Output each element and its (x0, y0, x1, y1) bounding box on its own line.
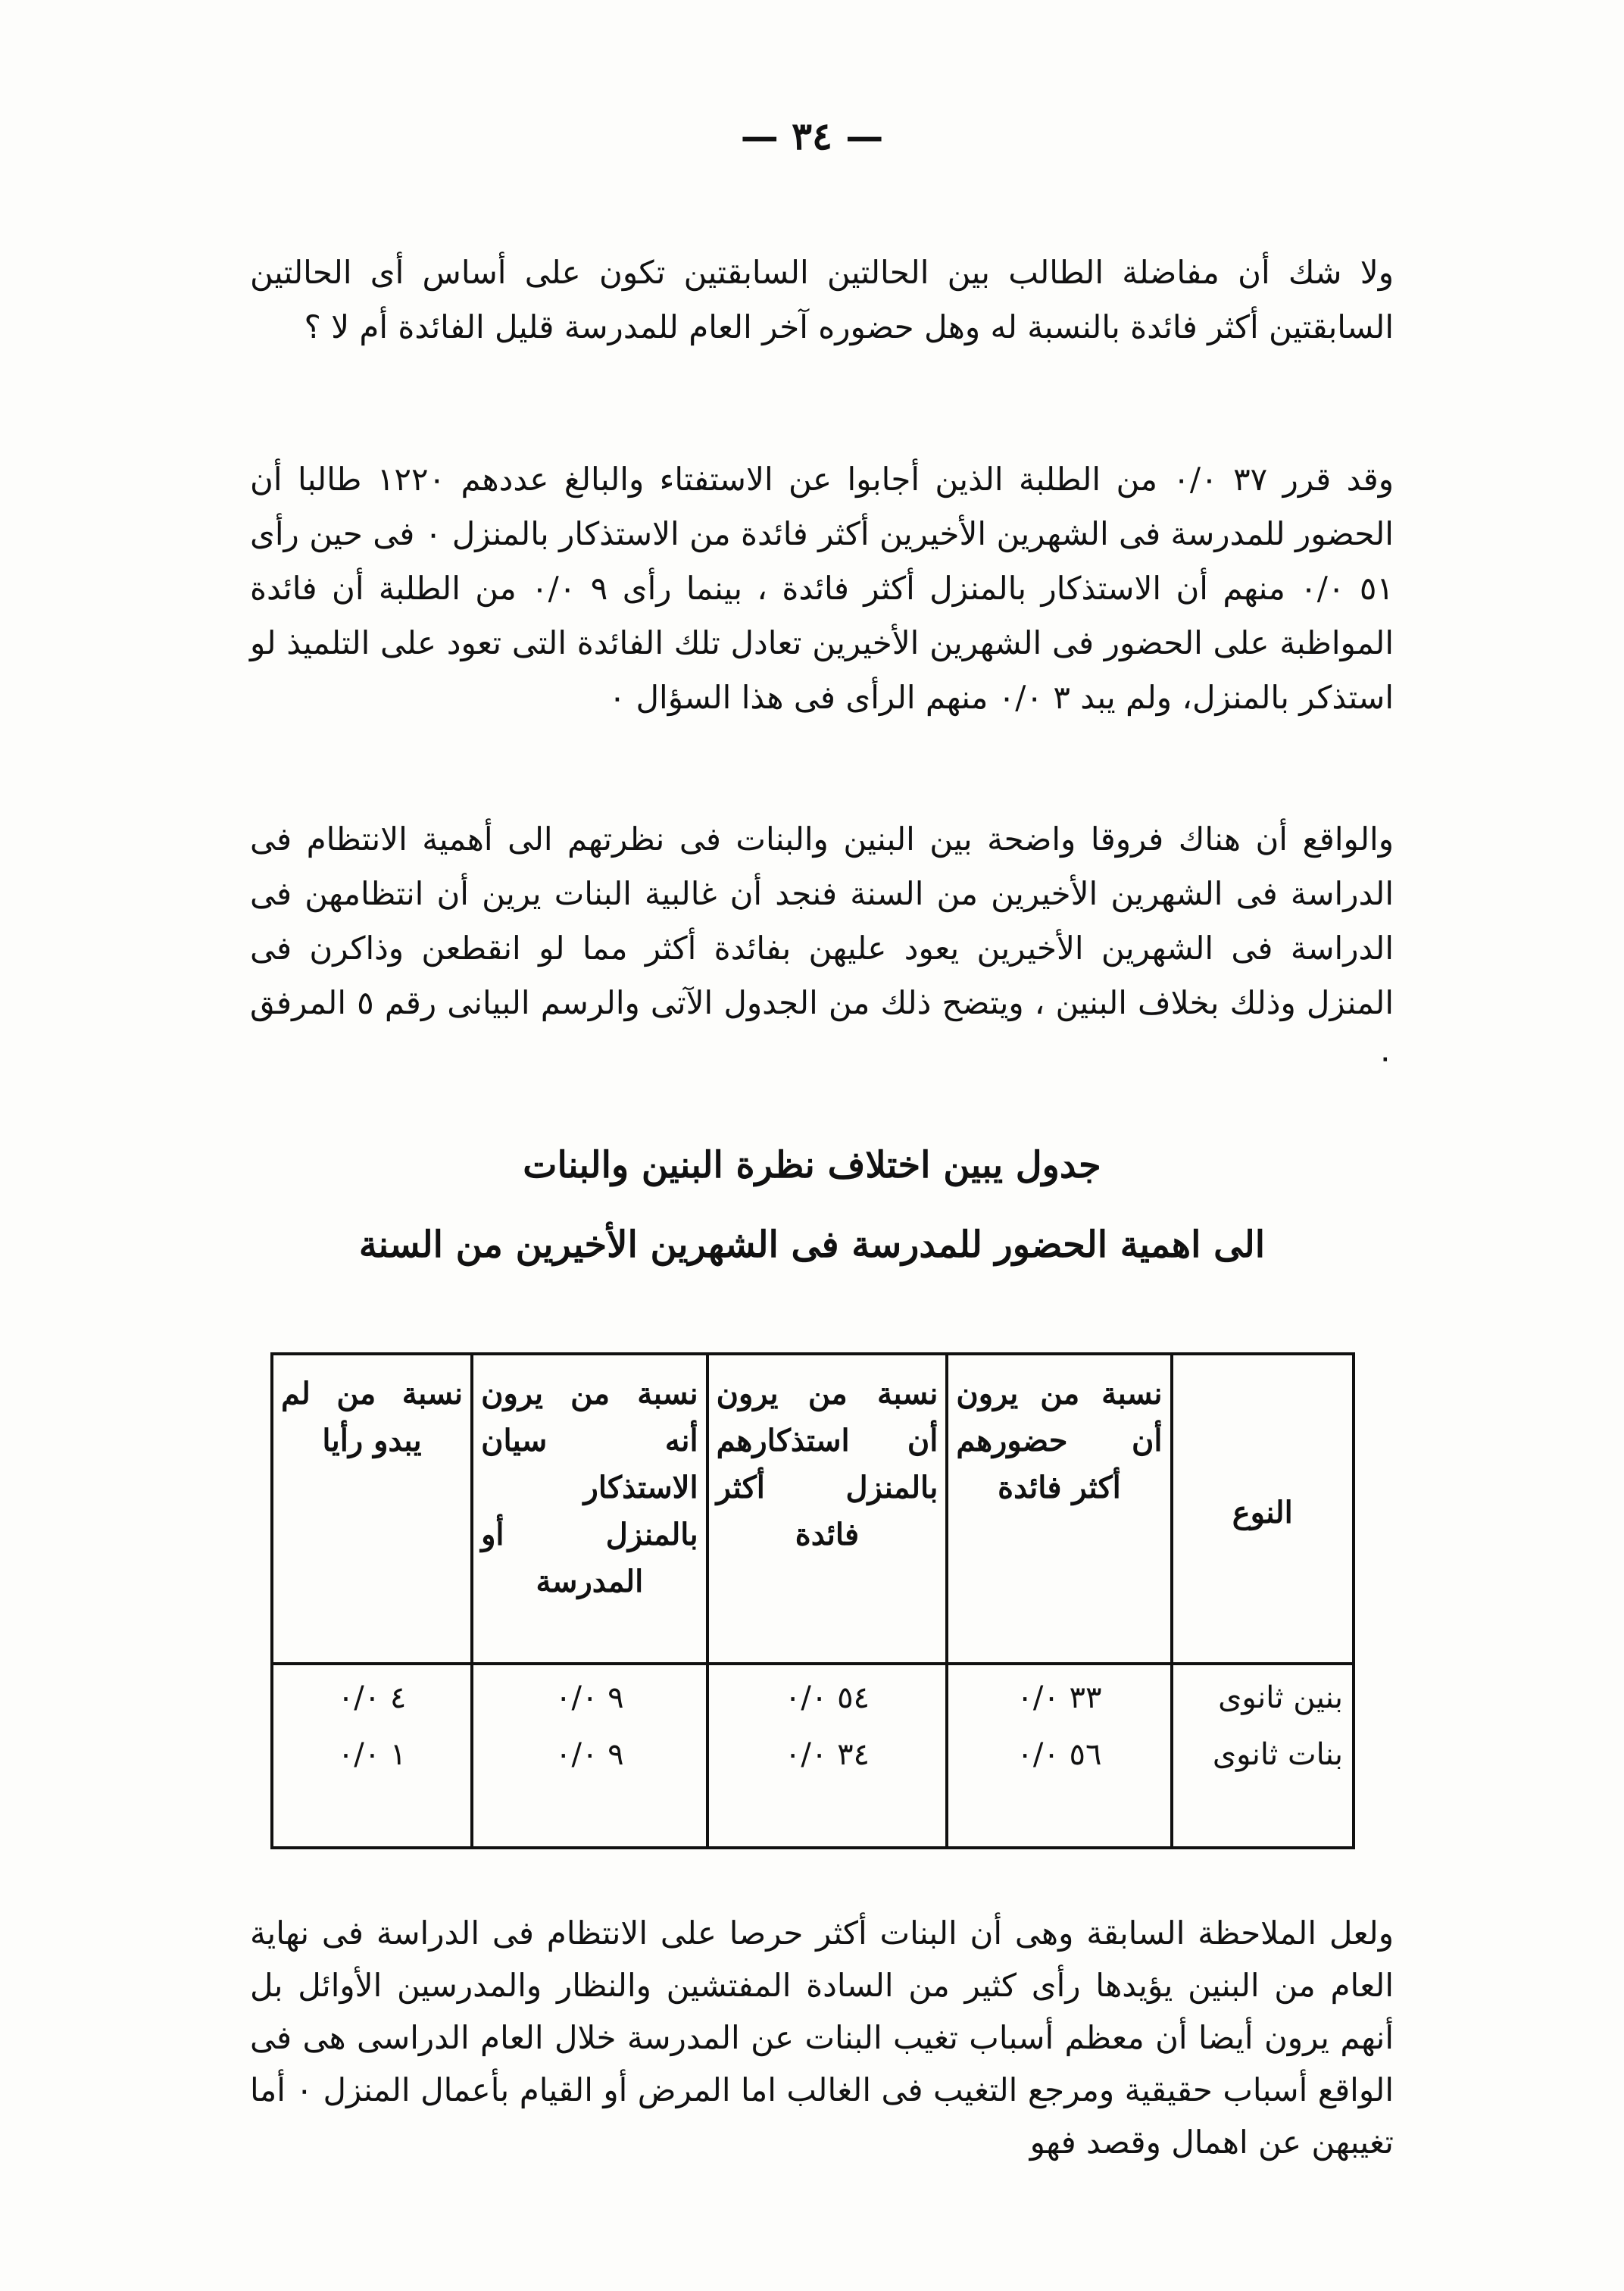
data-table (270, 1352, 1355, 1849)
paragraph-2: وقد قرر ٣٧ ٠/٠ من الطلبة الذين أجابوا عن الاستفتاء والبالغ عددهم ١٢٢٠ طالبا أن الحضور للمدرسة فى الشهرين الأخيرين أكثر فائدة من الاستذكار بالمنزل ٠ فى حين رأى ٥١ ٠/٠ منهم أن الاستذكار بالمنزل أكثر فائدة ، بينما رأى ٩ ٠/٠ من الطلبة أن فائدة المواظبة على الحضور فى الشهرين الأخيرين تعادل تلك الفائدة التى تعود على التلميذ لو استذكر بالمنزل، ولم يبد ٣ ٠/٠ منهم الرأى فى هذا السؤال ٠ (250, 461, 1394, 716)
table-header-row (272, 1354, 1354, 1664)
header-attendance-more-useful: نسبة من يرون أن حضورهم أكثر فائدة (947, 1354, 1171, 1664)
header-equal: نسبة من يرون أنه سيان الاستذكار بالمنزل أو المدرسة (472, 1354, 707, 1664)
row-girls-type: بنات ثانوى (1172, 1722, 1354, 1848)
paragraph-4: ولعل الملاحظة السابقة وهى أن البنات أكثر حرصا على الانتظام فى الدراسة فى نهاية العام من البنين يؤيدها رأى كثير من السادة المفتشين والنظار والمدرسين الأوائل بل أنهم يرون أيضا أن معظم أسباب تغيب البنات عن المدرسة خلال العام الدراسى هى فى الواقع أسباب حقيقية ومرجع التغيب فى الغالب اما المرض أو القيام بأعمال المنزل ٠ أما تغيبهن عن اهمال وقصد فهو (250, 1914, 1394, 2161)
page-number: — ٣٤ — (740, 114, 884, 158)
header-type: النوع (1172, 1354, 1354, 1664)
table-title-line-1: جدول يبين اختلاف نظرة البنين والبنات (523, 1144, 1101, 1186)
paragraph-1: ولا شك أن مفاضلة الطالب بين الحالتين السابقتين تكون على أساس أى الحالتين السابقتين أكثر فائدة بالنسبة له وهل حضوره آخر العام للمدرسة قليل الفائدة أم لا ؟ (250, 254, 1394, 345)
header-home-study-more-useful: نسبة من يرون أن استذكارهم بالمنزل أكثر فائدة (707, 1354, 948, 1664)
paragraph-3: والواقع أن هناك فروقا واضحة بين البنين والبنات فى نظرتهم الى أهمية الانتظام فى الدراسة فى الشهرين الأخيرين من السنة فنجد أن غالبية البنات يرين أن انتظامهن فى الدراسة فى الشهرين الأخيرين يعود عليهن بفائدة أكثر مما لو انقطعن وذاكرن فى المنزل وذلك بخلاف البنين ، ويتضح ذلك من الجدول الآتى والرسم البيانى رقم ٥ المرفق ٠ (250, 820, 1394, 1076)
row-boys-no-opinion: ٤ ٠/٠ (272, 1664, 472, 1722)
header-no-opinion: نسبة من لم يبدو رأيا (272, 1354, 472, 1664)
row-girls-home-study: ٣٤ ٠/٠ (707, 1722, 948, 1848)
table-row (272, 1722, 1354, 1848)
row-girls-attendance: ٥٦ ٠/٠ (947, 1722, 1171, 1848)
table-row (272, 1664, 1354, 1722)
row-boys-home-study: ٥٤ ٠/٠ (707, 1664, 948, 1722)
table-title-line-2: الى اهمية الحضور للمدرسة فى الشهرين الأخيرين من السنة (358, 1224, 1266, 1266)
row-boys-attendance: ٣٣ ٠/٠ (947, 1664, 1171, 1722)
row-girls-no-opinion: ١ ٠/٠ (272, 1722, 472, 1848)
row-girls-equal: ٩ ٠/٠ (472, 1722, 707, 1848)
row-boys-equal: ٩ ٠/٠ (472, 1664, 707, 1722)
row-boys-type: بنين ثانوى (1172, 1664, 1354, 1722)
